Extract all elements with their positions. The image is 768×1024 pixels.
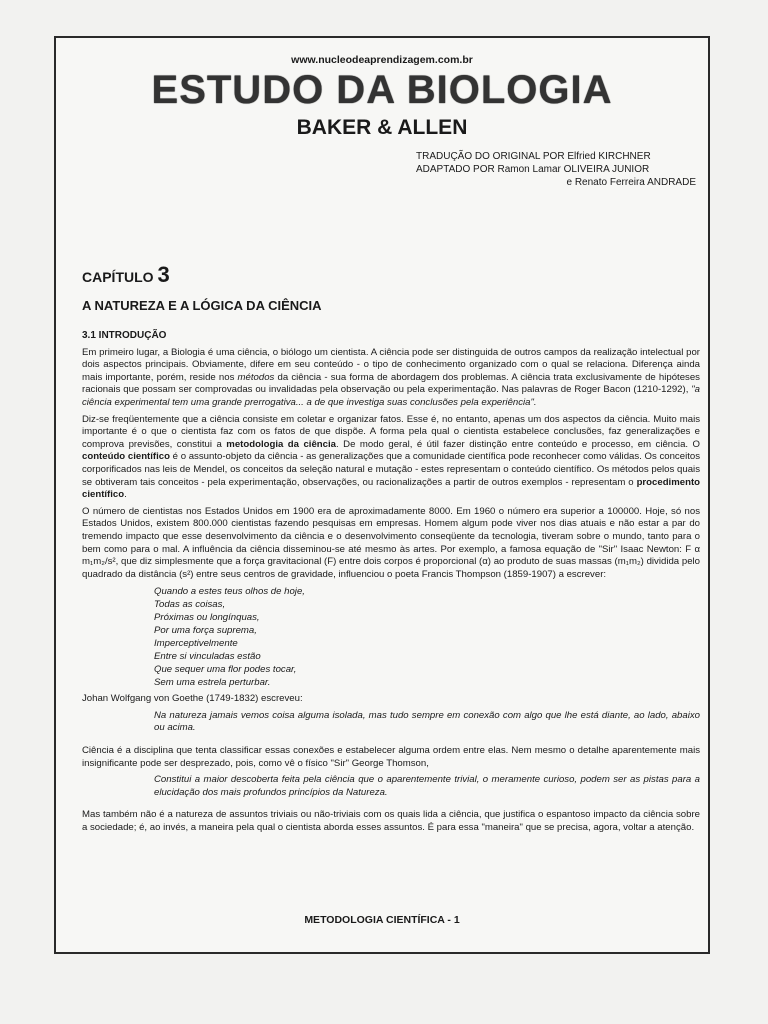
paragraph-3: O número de cientistas nos Estados Unidos em 1900 era de aproximadamente 8000. Em 1960 o número era superior a 100000. Hoje, só nos Estados Unidos, existem 800.000 cientistas fazendo pesquisas em empresas. Homem algum pode viver nos dias atuais e não estar a par do tremendo impacto que esse desenvolvimento da ciência e o desenvolvimento conseqüente da tecnologia, tiveram sobre o mundo, tanto para o bem como para o mal. A influência da ciência disseminou-se até mesmo às artes. Por exemplo, a famosa equação de "Sir" Isaac Newton: F α m₁m₂/s², que diz simplesmente que a força gravitacional (F) entre dois corpos é proporcional (α) ao produto de suas massas (m₁m₂) dividida pelo quadrado da distância (s²) entre seus centros de gravidade, influenciou o poeta Francis Thompson (1859-1907) a escrever: — [82, 505, 700, 580]
p2-bold-conteudo: conteúdo científico — [82, 451, 170, 463]
p2-text-e: é o assunto-objeto da ciência - as generalizações que a comunidade científica pode reconhecer como válidas. Os conceitos corporificados nas leis de Mendel, os conceitos da seleção natural e mutação - estes representam o conteúdo científico. Os métodos pelos quais se obtiveram tais conceitos - pela experimentação, observações, ou racionalizações a partir de outros exemplos - representam o — [82, 451, 700, 488]
paragraph-4: Johan Wolfgang von Goethe (1749-1832) escreveu: — [82, 693, 303, 705]
site-url: www.nucleodeaprendizagem.com.br — [291, 54, 473, 66]
goethe-quote: Na natureza jamais vemos coisa alguma isolada, mas tudo sempre em conexão com algo que lhe está diante, ao lado, abaixo ou acima. — [154, 709, 700, 734]
paragraph-1 — [82, 347, 700, 410]
credits-block — [416, 150, 696, 189]
poem-line: Quando a estes teus olhos de hoje, — [154, 586, 305, 598]
chapter-number: 3 — [157, 262, 170, 287]
p1-text-a: Em primeiro lugar, a Biologia é uma ciência, o biólogo um cientista. A ciência pode ser distinguida de outros campos da realização intelectual por dois aspectos principais. Obviamente, difere em seu conteúdo - o tipo de conhecimento organizado com o qual se relaciona. Diferença ainda mais importante, porém, reside nos — [82, 346, 700, 383]
poem-line: Que sequer uma flor podes tocar, — [154, 664, 297, 676]
p1-emphasis: métodos — [237, 371, 275, 383]
chapter-heading — [82, 262, 170, 288]
poem-line: Todas as coisas, — [154, 599, 226, 611]
credit-adaptation: ADAPTADO POR Ramon Lamar OLIVEIRA JUNIOR — [416, 164, 650, 175]
p1-text-c: da ciência - sua forma de abordagem dos problemas. A ciência trata exclusivamente de hipóteses racionais que possam ser comprovadas ou invalidadas pela observação ou pela experimentação. Nas palavras de Roger Bacon (1210-1292), — [82, 371, 700, 396]
page-title: ESTUDO DA BIOLOGIA — [151, 68, 613, 112]
poem-line: Por uma força suprema, — [154, 625, 257, 637]
body-text — [82, 330, 700, 839]
poem-line: Imperceptivelmente — [154, 638, 238, 650]
author-subtitle: BAKER & ALLEN — [296, 116, 468, 139]
poem-line: Sem uma estrela perturbar. — [154, 677, 271, 689]
credit-translation: TRADUÇÃO DO ORIGINAL POR Elfried KIRCHNER — [416, 151, 651, 162]
page-footer: METODOLOGIA CIENTÍFICA - 1 — [304, 914, 460, 926]
thomson-quote: Constitui a maior descoberta feita pela ciência que o aparentemente trivial, o meramente curioso, podem ser as pistas para a elucidação dos mais profundos princípios da Natureza. — [154, 774, 700, 798]
paragraph-6: Mas também não é a natureza de assuntos triviais ou não-triviais com os quais lida a ciência, que justifica o espantoso impacto da ciência sobre a sociedade; é, ao invés, a maneira pela qual o cientista aborda esses assuntos. É para essa "maneira" que se precisa, agora, voltar a atenção. — [82, 809, 700, 834]
p2-text-g: . — [124, 489, 127, 501]
poem-line: Próximas ou longínquas, — [154, 612, 260, 624]
p2-text-a: Diz-se freqüentemente que a ciência consiste em coletar e organizar fatos. Esse é, no entanto, apenas um dos aspectos da ciência. Muito mais importante é o que o cientista faz com os fatos de que dispõe. A forma pela qual o cientista estabelece conclusões, faz generalizações e comprova previsões, constitui a — [82, 413, 700, 450]
p2-bold-metodologia: metodologia da ciência — [226, 438, 337, 450]
paragraph-2 — [82, 414, 700, 502]
p2-bold-procedimento: procedimento científico — [82, 476, 700, 501]
chapter-label: CAPÍTULO — [82, 269, 154, 285]
poem-block — [154, 585, 700, 689]
credit-coauthor: e Renato Ferreira ANDRADE — [566, 177, 696, 188]
p1-bacon-quote: "a ciência experimental tem uma grande prerrogativa... a de que investiga suas conclusões pela experiência". — [82, 384, 700, 408]
poem-line: Entre si vinculadas estão — [154, 651, 261, 663]
paragraph-5: Ciência é a disciplina que tenta classificar essas conexões e estabelecer alguma ordem entre elas. Nem mesmo o detalhe aparentemente mais insignificante pode ser desprezado, pois, como vê o físico "Sir" George Thomson, — [82, 745, 700, 769]
document-page — [54, 36, 710, 954]
section-heading: 3.1 INTRODUÇÃO — [82, 330, 167, 341]
p2-text-c: . De modo geral, é útil fazer distinção entre conteúdo e processo, em ciência. O — [336, 438, 701, 450]
chapter-title: A NATUREZA E A LÓGICA DA CIÊNCIA — [82, 298, 322, 313]
